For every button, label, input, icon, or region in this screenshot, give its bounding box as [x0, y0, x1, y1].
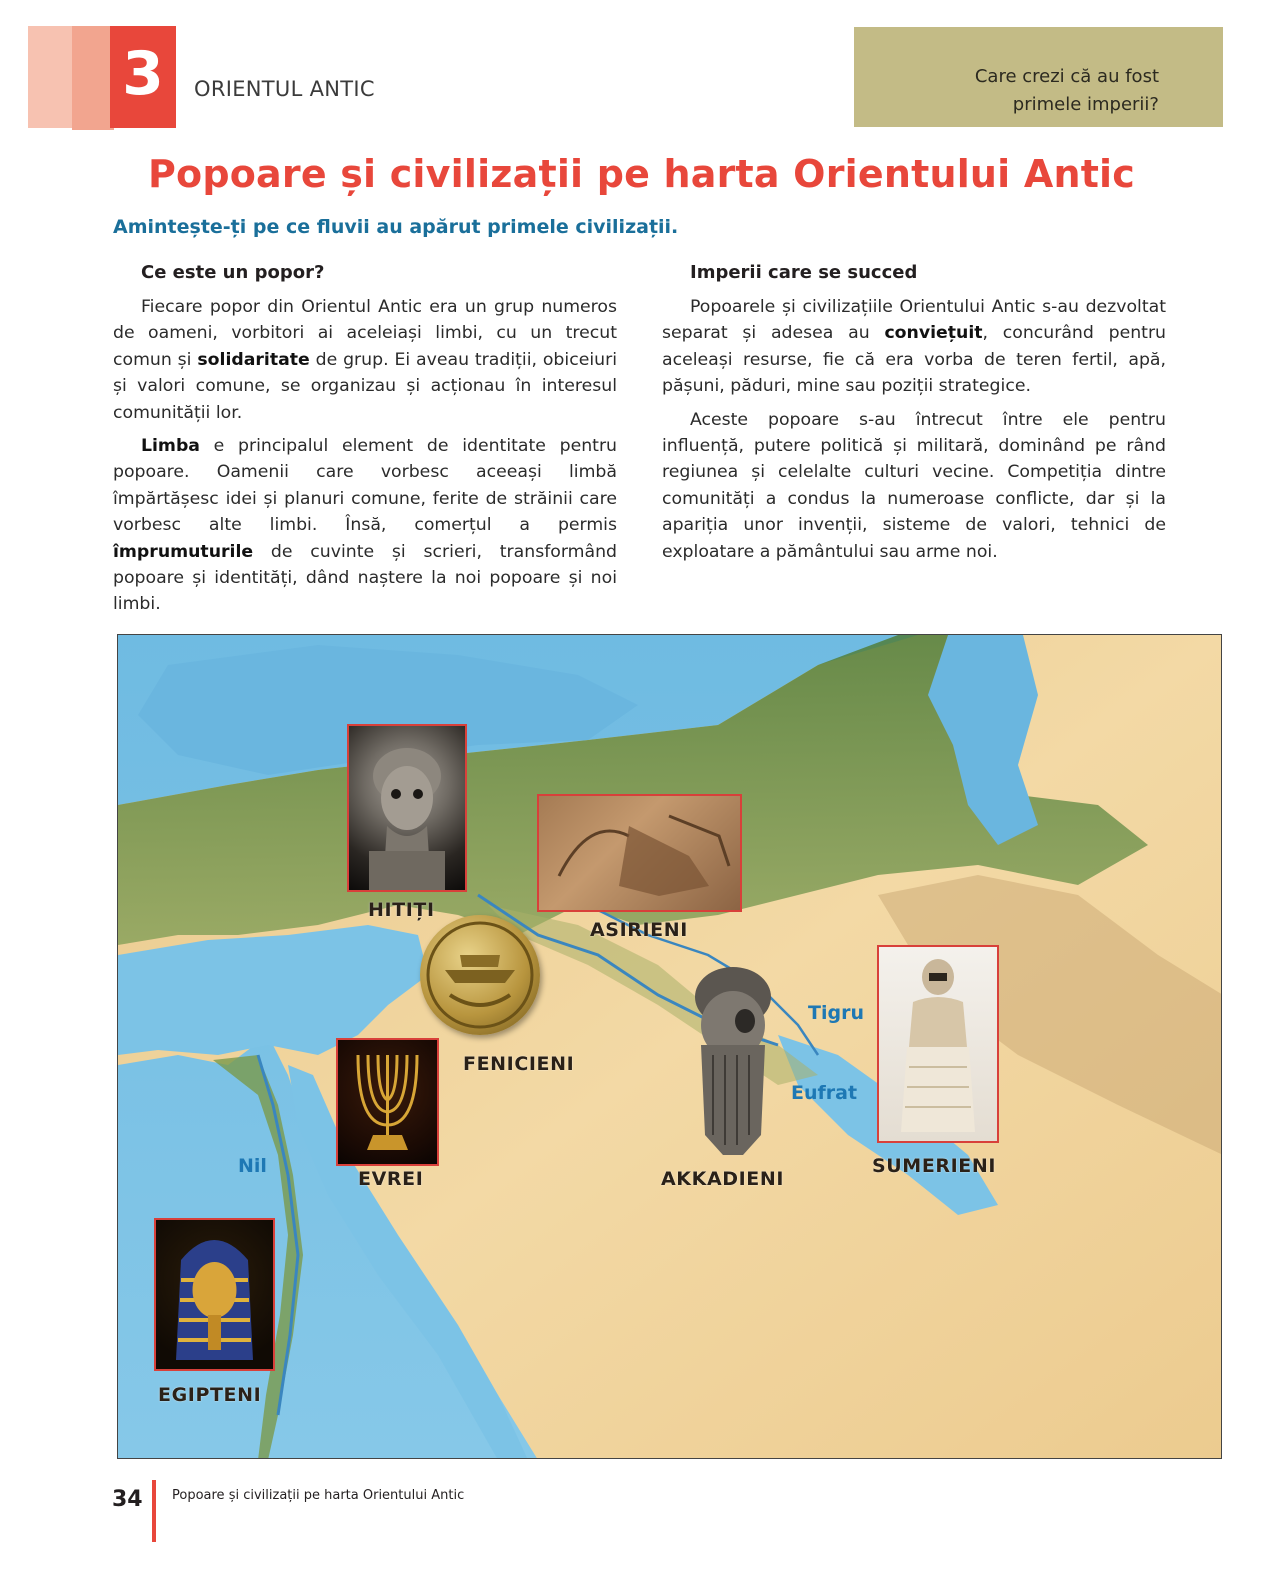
- menorah-picture: [336, 1038, 439, 1166]
- label-akkadieni: AKKADIENI: [661, 1168, 785, 1190]
- label-sumerieni: SUMERIENI: [872, 1155, 997, 1177]
- text-span: de grup. Ei aveau tradiții, obiceiuri și valori comune, se organizau și acționau în interesul comunității lor.: [113, 349, 618, 423]
- phoenician-coin-picture: [420, 915, 540, 1035]
- left-column: [113, 260, 617, 625]
- chapter-tab-mid: [72, 26, 114, 130]
- text-span: , concurând pentru aceleași resurse, fie că era vorba de teren fertil, apă, pășuni, păduri, mine sau poziții strategice.: [662, 323, 1166, 397]
- subtitle: Amintește-ți pe ce fluvii au apărut primele civilizații.: [113, 216, 679, 238]
- archer-relief-icon: [539, 796, 740, 910]
- sargon-head-icon: [683, 955, 783, 1160]
- chapter-title: ORIENTUL ANTIC: [194, 77, 375, 101]
- label-asirieni: ASIRIENI: [590, 919, 688, 941]
- text-span: de cuvinte și scrieri, transformând popoare și identități, dând naștere la noi popoare și noi limbi.: [113, 541, 617, 615]
- right-paragraph-2: Aceste popoare s-au întrecut între ele pentru influență, putere politică și militară, dominând pe rând regiunea și celelalte culturi vecine. Competiția dintre comunități a condus la numeroase conflicte, dar și la apariția unor invenții, sisteme de valori, tehnici de exploatare a pământului sau arme noi.: [662, 409, 1166, 562]
- right-column: [662, 260, 1166, 572]
- footer-divider: [152, 1480, 156, 1542]
- page-title: Popoare și civilizații pe harta Orientului Antic: [147, 152, 1136, 196]
- hittite-head-icon: [349, 726, 465, 890]
- bold-term-imprumuturile: împrumuturile: [113, 541, 254, 562]
- label-hititi: HITIȚI: [368, 899, 435, 921]
- running-title: Popoare și civilizații pe harta Orientului Antic: [172, 1488, 465, 1503]
- bold-term-limba: Limba: [141, 436, 200, 457]
- pharaoh-mask-icon: [156, 1220, 273, 1369]
- question-box: [854, 27, 1223, 127]
- left-paragraph-1: [113, 294, 617, 426]
- menorah-icon: [338, 1040, 437, 1164]
- map-terrain: [118, 635, 1222, 1459]
- question-line-1: Care crezi că au fost: [974, 66, 1159, 87]
- bold-term-convietuit: conviețuit: [884, 323, 983, 344]
- tutankhamun-mask-picture: [154, 1218, 275, 1371]
- page-number: 34: [112, 1487, 143, 1512]
- label-tigru: Tigru: [808, 1002, 864, 1024]
- sumerian-statue-picture: [877, 945, 999, 1143]
- label-evrei: EVREI: [358, 1168, 424, 1190]
- ship-coin-icon: [420, 915, 540, 1035]
- right-paragraph-1: [662, 294, 1166, 400]
- text-span: Fiecare popor din Orientul Antic era un grup numeros de oameni, vorbitori ai aceleiași limbi, cu un trecut comun și: [113, 297, 617, 370]
- label-egipteni: EGIPTENI: [158, 1384, 262, 1406]
- bold-term-solidaritate: solidaritate: [197, 349, 310, 370]
- label-fenicieni: FENICIENI: [463, 1053, 575, 1075]
- question-text: [899, 63, 1159, 119]
- text-span: e principalul element de identitate pentru popoare. Oamenii care vorbesc aceeași limbă împărtășesc idei și planuri comune, ferite de străinii care vorbesc alte limbi. Însă, comerțul a permis: [113, 436, 617, 536]
- ancient-orient-map: [117, 634, 1222, 1459]
- left-heading: Ce este un popor?: [141, 262, 325, 283]
- hittite-statue-picture: [347, 724, 467, 892]
- chapter-number: 3: [122, 39, 164, 109]
- label-eufrat: Eufrat: [791, 1082, 858, 1104]
- label-nil: Nil: [238, 1155, 267, 1177]
- left-paragraph-2: [113, 433, 617, 618]
- right-heading: Imperii care se succed: [690, 262, 918, 283]
- ebih-il-statue-icon: [879, 947, 997, 1141]
- question-line-2: primele imperii?: [1012, 94, 1159, 115]
- text-span: Popoarele și civilizațiile Orientului Antic s-au dezvoltat separat și adesea au: [662, 297, 1166, 344]
- akkadian-head-picture: [683, 955, 783, 1160]
- assyrian-relief-picture: [537, 794, 742, 912]
